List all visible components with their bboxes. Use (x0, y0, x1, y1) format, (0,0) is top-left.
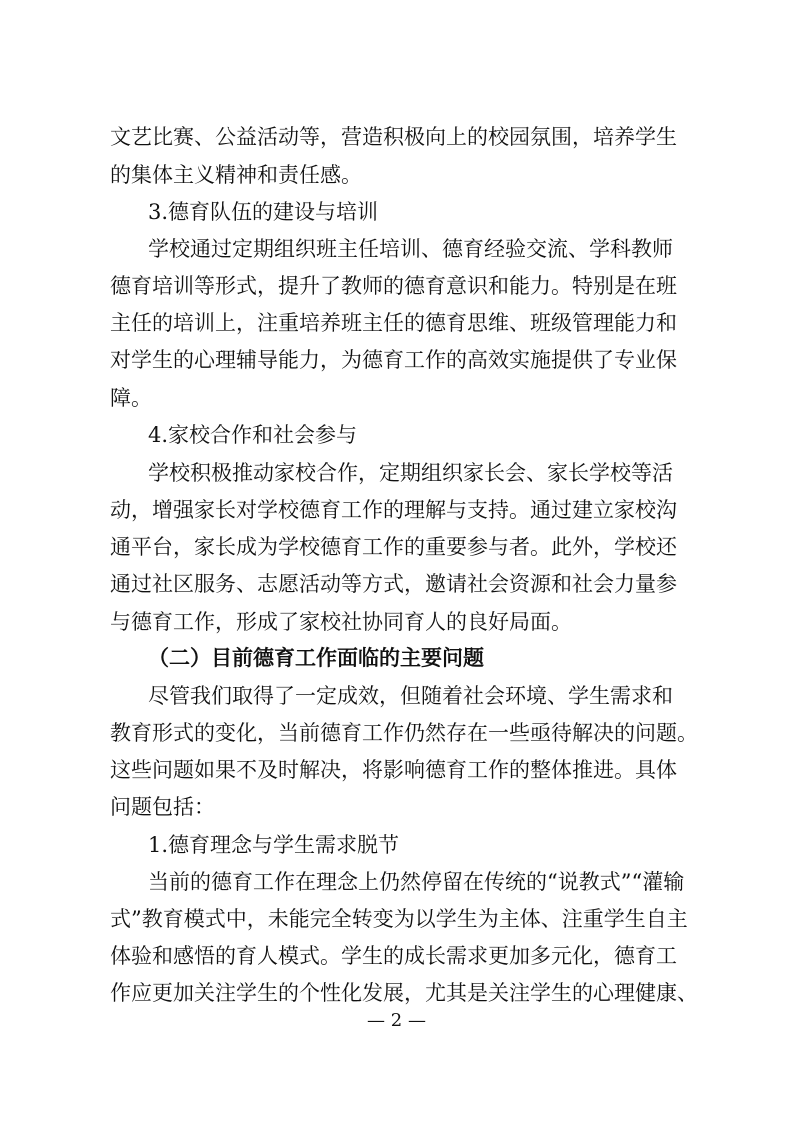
subheading-1: 1.德育理念与学生需求脱节 (148, 833, 400, 857)
paragraph-line: 这些问题如果不及时解决，将影响德育工作的整体推进。具体 (110, 758, 677, 782)
paragraph-line: 障。 (110, 386, 152, 410)
paragraph-line: 主任的培训上，注重培养班主任的德育思维、班级管理能力和 (110, 311, 677, 335)
paragraph-line: 通过社区服务、志愿活动等方式，邀请社会资源和社会力量参 (110, 572, 677, 596)
paragraph-line: 对学生的心理辅导能力，为德育工作的高效实施提供了专业保 (110, 348, 677, 372)
subheading-4: 4.家校合作和社会参与 (148, 423, 358, 447)
paragraph-line: 体验和感悟的育人模式。学生的成长需求更加多元化，德育工 (110, 944, 677, 968)
paragraph-line: 尽管我们取得了一定成效，但随着社会环境、学生需求和 (148, 684, 673, 708)
paragraph-line: 德育培训等形式，提升了教师的德育意识和能力。特别是在班 (110, 274, 677, 298)
section-heading: （二）目前德育工作面临的主要问题 (148, 645, 484, 670)
paragraph-line: 教育形式的变化，当前德育工作仍然存在一些亟待解决的问题。 (110, 721, 698, 745)
paragraph-line: 学校积极推动家校合作，定期组织家长会、家长学校等活 (148, 461, 673, 485)
paragraph-line: 作应更加关注学生的个性化发展，尤其是关注学生的心理健康、 (110, 981, 698, 1005)
page-number: — 2 — (367, 1010, 426, 1031)
paragraph-line: 的集体主义精神和责任感。 (110, 163, 362, 187)
paragraph-line: 式”教育模式中，未能完全转变为以学生为主体、注重学生自主 (110, 907, 688, 931)
paragraph-line: 学校通过定期组织班主任培训、德育经验交流、学科教师 (148, 237, 673, 261)
paragraph-line: 与德育工作，形成了家校社协同育人的良好局面。 (110, 610, 572, 634)
paragraph-line: 问题包括： (110, 795, 215, 819)
subheading-3: 3.德育队伍的建设与培训 (148, 200, 379, 224)
paragraph-line: 通平台，家长成为学校德育工作的重要参与者。此外，学校还 (110, 535, 677, 559)
paragraph-line: 文艺比赛、公益活动等，营造积极向上的校园氛围，培养学生 (110, 125, 677, 149)
paragraph-line: 当前的德育工作在理念上仍然停留在传统的“说教式”“灌输 (148, 870, 685, 894)
paragraph-line: 动，增强家长对学校德育工作的理解与支持。通过建立家校沟 (110, 498, 677, 522)
